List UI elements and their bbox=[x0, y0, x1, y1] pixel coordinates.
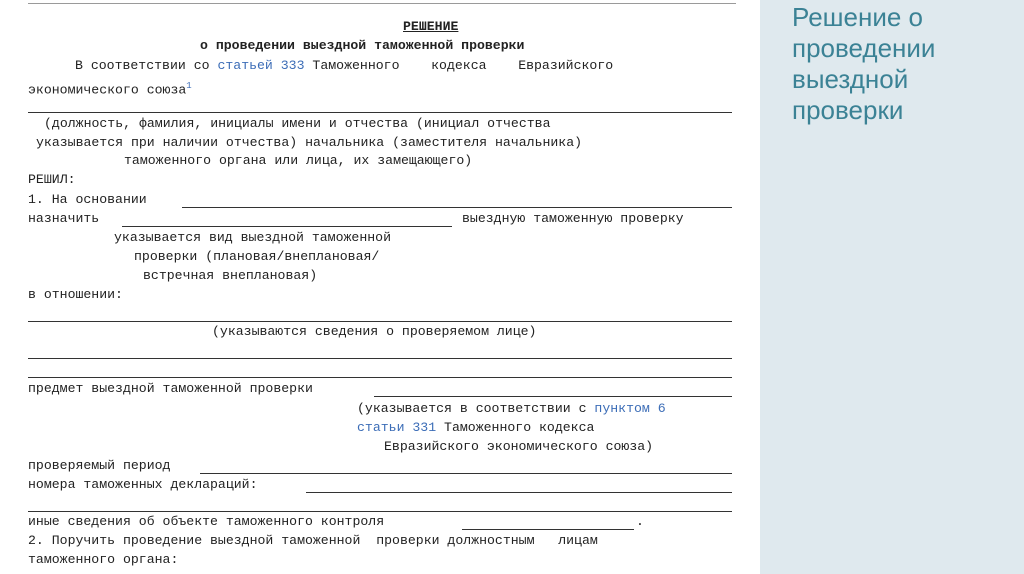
period-fill-line bbox=[200, 473, 732, 474]
official-fill-line bbox=[28, 112, 732, 113]
basis-fill-line bbox=[182, 207, 732, 208]
subject-fill-line bbox=[28, 321, 732, 322]
declarations-fill-line-2 bbox=[28, 511, 732, 512]
decided-label: РЕШИЛ: bbox=[28, 172, 76, 187]
subject-of-check-fill-line bbox=[374, 396, 732, 397]
intro-rest: Таможенного кодекса Евразийского bbox=[304, 58, 614, 73]
other-info-fill-line bbox=[462, 529, 634, 530]
assign-rest: выездную таможенную проверку bbox=[462, 211, 684, 226]
subject-note-3: Евразийского экономического союза) bbox=[384, 439, 654, 454]
assign-label: назначить bbox=[28, 211, 100, 226]
slide-title: Решение о проведении выездной проверки bbox=[792, 2, 936, 125]
intro-line-2 bbox=[28, 78, 192, 98]
subject-note-1 bbox=[357, 401, 666, 417]
subject-note: (указываются сведения о проверяемом лице) bbox=[212, 324, 537, 339]
item2-line-1: 2. Поручить проведение выездной таможенной проверки должностным лицам bbox=[28, 533, 598, 548]
kind-note-1: указывается вид выездной таможенной bbox=[114, 230, 391, 245]
subject-note-1-prefix: (указывается в соответствии с bbox=[357, 401, 595, 416]
article-331-link[interactable]: статьи 331 bbox=[357, 420, 437, 435]
article-333-link[interactable]: статьей 333 bbox=[217, 58, 305, 73]
official-note-1: (должность, фамилия, инициалы имени и отчества (инициал отчества bbox=[44, 116, 551, 131]
declarations-label: номера таможенных деклараций: bbox=[28, 477, 258, 492]
page-top-border bbox=[28, 3, 736, 4]
declarations-fill-line bbox=[306, 492, 732, 493]
slide-side-panel bbox=[760, 0, 1024, 574]
intro-line-1 bbox=[75, 58, 613, 74]
item1-basis: 1. На основании bbox=[28, 192, 147, 207]
intro-line-2-text: экономического союза bbox=[28, 82, 187, 98]
period-label: проверяемый период bbox=[28, 458, 171, 473]
clause-6-link[interactable]: пунктом 6 bbox=[594, 401, 666, 416]
regarding-label: в отношении: bbox=[28, 287, 123, 302]
intro-prefix: В соответствии со bbox=[75, 58, 218, 73]
other-info-label: иные сведения об объекте таможенного контроля bbox=[28, 514, 385, 529]
footnote-1-link[interactable]: 1 bbox=[186, 81, 192, 91]
official-note-3: таможенного органа или лица, их замещающего) bbox=[124, 153, 473, 168]
item2-line-2: таможенного органа: bbox=[28, 552, 179, 567]
kind-note-3: встречная внеплановая) bbox=[143, 268, 318, 283]
other-info-end: . bbox=[636, 514, 644, 529]
subject-fill-line-2 bbox=[28, 358, 732, 359]
subject-of-check-label: предмет выездной таможенной проверки bbox=[28, 381, 313, 396]
subject-note-2-rest: Таможенного кодекса bbox=[436, 420, 595, 435]
check-kind-fill-line bbox=[122, 226, 452, 227]
subject-note-2 bbox=[357, 420, 594, 436]
official-note-2: указывается при наличии отчества) начальника (заместителя начальника) bbox=[36, 135, 583, 150]
subject-fill-line-3 bbox=[28, 377, 732, 378]
document-subheading: о проведении выездной таможенной проверки bbox=[200, 38, 525, 53]
document-heading: РЕШЕНИЕ bbox=[403, 19, 459, 34]
kind-note-2: проверки (плановая/внеплановая/ bbox=[134, 249, 380, 264]
